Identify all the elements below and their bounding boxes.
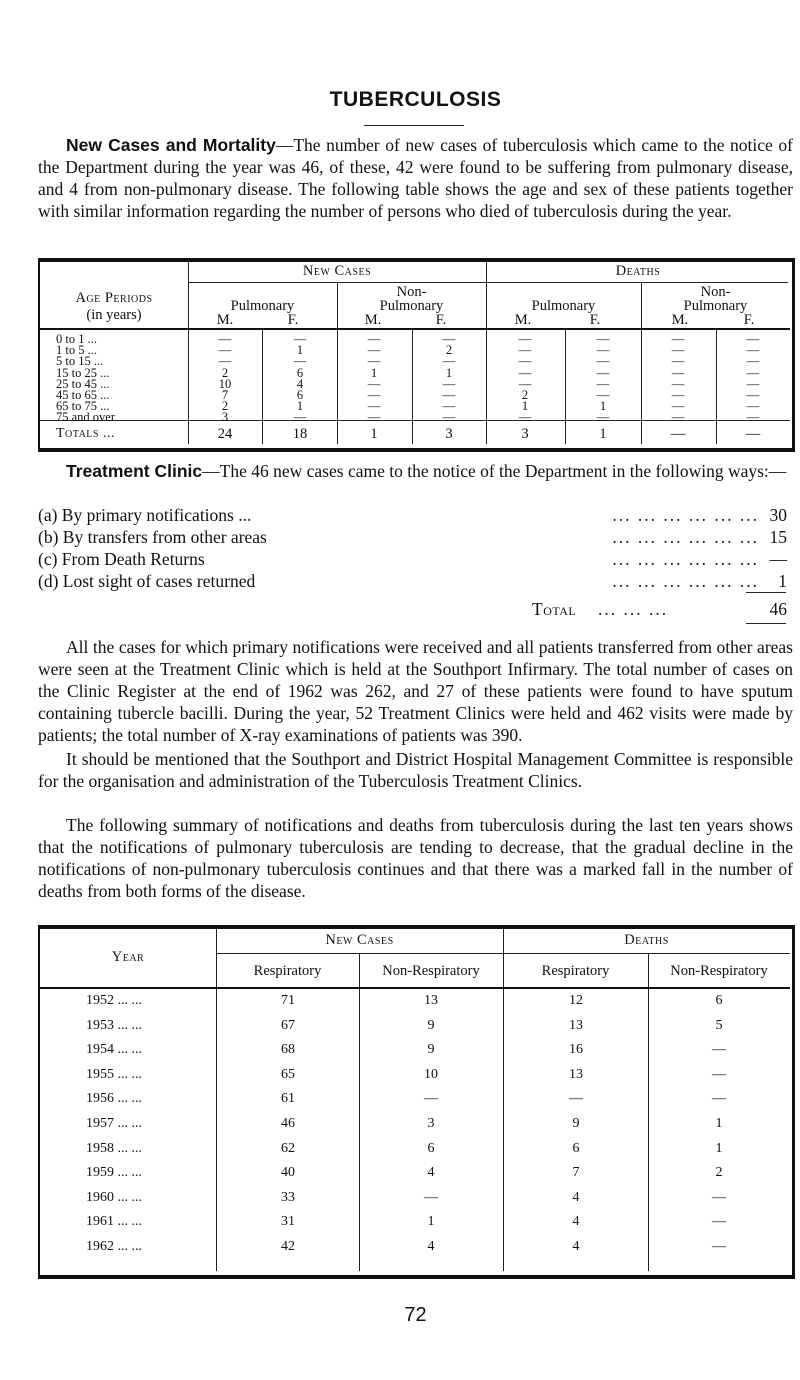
clinic-paragraph: All the cases for which primary notifications were received and all patients transferred from other areas were seen at the Treatment Clinic which is held at the Southport Infirmary. The total number of cases on the Clinic Register at the end of 1962 was 262, and 27 of these patients were found to have sputum containing tubercle bacilli. During the year, 52 Treatment Clinics were held and 462 visits were made by patients; the total number of X-ray examinations of patients was 390. <box>38 637 793 745</box>
title-underline <box>364 125 464 126</box>
header-f: F. <box>287 312 299 328</box>
table-cell: 4 <box>572 1214 580 1230</box>
age-period: 15 to 25 ... <box>56 365 110 380</box>
year-cell: 1959 ... ... <box>86 1165 142 1181</box>
table-cell: — <box>596 332 610 346</box>
treatment-paragraph <box>38 460 793 482</box>
header-deaths-pulmonary: Pulmonary <box>531 298 596 314</box>
year-cell: 1956 ... ... <box>86 1091 142 1107</box>
table-cell: 4 <box>572 1239 580 1254</box>
table-cell: — <box>442 399 456 414</box>
table-cell: 6 <box>572 1140 580 1156</box>
table-cell: 2 <box>221 365 229 380</box>
totals-label: Totals ... <box>56 426 115 441</box>
table-cell: — <box>746 410 760 425</box>
page-title: TUBERCULOSIS <box>329 88 502 111</box>
table-cell: — <box>596 365 610 380</box>
header-f: F. <box>743 312 755 328</box>
table-cell: 1 <box>599 399 607 414</box>
table-cell: — <box>746 399 760 414</box>
year-cell: 1957 ... ... <box>86 1116 142 1131</box>
table-cell: 6 <box>427 1140 435 1156</box>
header-deaths-non: Non- <box>700 284 731 300</box>
table-cell: 1 <box>370 365 378 380</box>
table-cell: — <box>293 332 307 346</box>
table-cell: — <box>367 343 381 358</box>
table-cell: 10 <box>424 1066 438 1082</box>
table-cell: 3 <box>427 1116 435 1131</box>
table-cell: — <box>712 1066 726 1082</box>
table-cell: 2 <box>715 1165 723 1181</box>
table-cell: — <box>367 399 381 414</box>
totals-cell: 3 <box>445 426 453 442</box>
table-cell: 6 <box>715 993 723 1008</box>
treatment-item-label: (b) By transfers from other areas <box>38 527 267 547</box>
table-cell: — <box>367 410 381 425</box>
age-period: 45 to 65 ... <box>56 388 110 402</box>
table-cell: — <box>367 376 381 391</box>
age-period: 75 and over <box>56 410 116 425</box>
table-cell: 9 <box>427 1042 435 1058</box>
table-cell: 16 <box>569 1042 583 1058</box>
age-sex-table <box>38 258 795 452</box>
totals-cell: — <box>745 426 761 442</box>
age-period: 25 to 45 ... <box>56 376 110 391</box>
totals-cell: 3 <box>521 426 529 442</box>
table-cell: — <box>746 376 760 391</box>
header-deaths-non-pulmonary: Pulmonary <box>683 298 748 314</box>
table-cell: 12 <box>569 993 583 1008</box>
year-cell: 1961 ... ... <box>86 1214 142 1230</box>
table-cell: 2 <box>521 388 529 402</box>
table-cell: 33 <box>281 1189 295 1205</box>
table-cell: 71 <box>281 993 295 1008</box>
treatment-item-value: — <box>769 549 787 569</box>
table-cell: — <box>518 332 532 346</box>
table-cell: — <box>596 343 610 358</box>
table-cell: — <box>218 343 232 358</box>
treatment-item: (c) From Death Returns ... ... ... ... ... ... — <box>38 549 787 569</box>
treatment-item-label: (c) From Death Returns <box>38 549 205 569</box>
table-cell: — <box>746 388 760 402</box>
year-cell: 1960 ... ... <box>86 1189 142 1205</box>
intro-text: —The number of new cases of tuberculosis which came to the notice of the Department during the year was 46, of these, 42 were found to be suffering from pulmonary disease, and 4 from non-pulmonary disease. The following table shows the age and sex of these patients together with similar information regarding the number of persons who died of tuberculosis during the year. <box>38 135 793 221</box>
totals-cell: 18 <box>292 426 308 442</box>
table-cell: — <box>442 376 456 391</box>
t2-header-year: Year <box>111 949 145 965</box>
table-cell: — <box>218 354 232 369</box>
table-cell: — <box>442 410 456 425</box>
table-cell: 46 <box>281 1116 295 1131</box>
table-cell: — <box>518 343 532 358</box>
t2-header-new-cases: New Cases <box>325 932 394 948</box>
table-cell: — <box>712 1042 726 1058</box>
table-cell: — <box>293 410 307 425</box>
table-cell: 7 <box>221 388 229 402</box>
table-cell: 1 <box>296 343 304 358</box>
table-cell: 4 <box>427 1165 435 1181</box>
table-cell: — <box>671 388 685 402</box>
table-cell: — <box>367 388 381 402</box>
treatment-text: —The 46 new cases came to the notice of the Department in the following ways:— <box>202 461 787 481</box>
table-cell: 4 <box>296 376 304 391</box>
table-cell: 40 <box>281 1165 295 1181</box>
table-cell: — <box>746 365 760 380</box>
header-age-periods: Age Periods <box>75 290 153 306</box>
treatment-item-value: 1 <box>778 571 787 591</box>
table-cell: — <box>596 354 610 369</box>
table-cell: 13 <box>424 993 438 1008</box>
header-f: F. <box>589 312 601 328</box>
treatment-item-label: (d) Lost sight of cases returned <box>38 571 256 591</box>
table-cell: 31 <box>281 1214 295 1230</box>
summary-paragraph: The following summary of notifications and deaths from tuberculosis during the last ten years shows that the notifications of pulmonary tuberculosis are tending to decrease, that the gradual decline in the notifications of non-pulmonary tuberculosis continues and that there was a marked fall in the number of deaths from both forms of the disease. <box>38 815 793 901</box>
table-cell: — <box>218 332 232 346</box>
page-number: 72 <box>404 1304 427 1326</box>
header-m: M. <box>364 312 382 328</box>
table-cell: 4 <box>427 1239 435 1254</box>
table-cell: — <box>518 365 532 380</box>
treatment-item: (d) Lost sight of cases returned ... ... ... ... ... ... 1 <box>38 571 787 591</box>
age-period: 0 to 1 ... <box>56 332 97 346</box>
table-cell: — <box>518 410 532 425</box>
t2-header-non-respiratory: Non-Respiratory <box>670 963 768 979</box>
table-cell: — <box>746 354 760 369</box>
table-cell: — <box>596 376 610 391</box>
table-cell: 7 <box>572 1165 580 1181</box>
table-cell: 4 <box>572 1189 580 1205</box>
table-cell: — <box>671 399 685 414</box>
header-deaths: Deaths <box>615 263 661 279</box>
table-cell: — <box>671 354 685 369</box>
treatment-item: (b) By transfers from other areas ... ... ... ... ... ... 15 <box>38 527 787 547</box>
table-cell: — <box>746 343 760 358</box>
header-m: M. <box>216 312 234 328</box>
table-cell: — <box>424 1189 438 1205</box>
table-cell: — <box>712 1189 726 1205</box>
year-cell: 1954 ... ... <box>86 1042 142 1058</box>
table-cell: 6 <box>296 365 304 380</box>
header-m: M. <box>671 312 689 328</box>
table-cell: — <box>712 1239 726 1254</box>
t2-header-respiratory: Respiratory <box>541 963 610 979</box>
table-cell: 13 <box>569 1017 583 1033</box>
table-cell: — <box>367 332 381 346</box>
table-cell: — <box>518 376 532 391</box>
table-cell: — <box>671 343 685 358</box>
intro-lead: New Cases and Mortality <box>66 135 276 155</box>
t2-header-deaths: Deaths <box>624 932 669 948</box>
table-cell: 6 <box>296 388 304 402</box>
header-new-non-pulmonary: Pulmonary <box>379 298 444 314</box>
table-cell: 5 <box>715 1017 723 1033</box>
table-cell: — <box>442 332 456 346</box>
table-cell: — <box>671 410 685 425</box>
table-cell: 9 <box>572 1116 580 1131</box>
treatment-total-label: Total <box>532 599 577 619</box>
age-period: 1 to 5 ... <box>56 343 97 358</box>
header-f: F. <box>435 312 447 328</box>
table-cell: — <box>442 388 456 402</box>
header-new-pulmonary: Pulmonary <box>230 298 295 314</box>
intro-paragraph <box>38 134 793 222</box>
table-cell: 13 <box>569 1066 583 1082</box>
table-cell: 65 <box>281 1066 295 1082</box>
table-cell: — <box>596 388 610 402</box>
table-cell: — <box>712 1214 726 1230</box>
table-cell: — <box>569 1091 583 1107</box>
table-cell: — <box>671 376 685 391</box>
table-cell: — <box>712 1091 726 1107</box>
totals-cell: 1 <box>370 426 378 442</box>
table-cell: 1 <box>445 365 453 380</box>
table-cell: 1 <box>427 1214 435 1230</box>
t2-header-non-respiratory: Non-Respiratory <box>382 963 480 979</box>
table-cell: 68 <box>281 1042 295 1058</box>
header-age-unit: (in years) <box>86 307 142 323</box>
table-cell: 10 <box>218 376 232 391</box>
year-cell: 1955 ... ... <box>86 1066 142 1082</box>
table-cell: 2 <box>445 343 453 358</box>
table-cell: — <box>596 410 610 425</box>
table-cell: — <box>671 332 685 346</box>
totals-cell: 24 <box>217 426 233 442</box>
table-cell: — <box>746 332 760 346</box>
table-cell: 62 <box>281 1140 295 1156</box>
table-cell: 9 <box>427 1017 435 1033</box>
table-cell: — <box>442 354 456 369</box>
treatment-total-value: 46 <box>769 599 787 619</box>
year-cell: 1952 ... ... <box>86 993 142 1008</box>
table-cell: — <box>367 354 381 369</box>
treatment-item-value: 30 <box>769 505 787 525</box>
totals-cell: 1 <box>599 426 607 442</box>
treatment-lead: Treatment Clinic <box>66 461 203 481</box>
table-cell: 1 <box>715 1140 723 1156</box>
totals-cell: — <box>670 426 686 442</box>
year-cell: 1953 ... ... <box>86 1017 142 1033</box>
table-cell: — <box>671 365 685 380</box>
age-period: 5 to 15 ... <box>56 354 104 369</box>
header-m: M. <box>514 312 532 328</box>
header-new-cases: New Cases <box>302 263 372 279</box>
year-cell: 1958 ... ... <box>86 1140 142 1156</box>
header-new-non: Non- <box>396 284 427 300</box>
treatment-item-value: 15 <box>769 527 787 547</box>
age-period: 65 to 75 ... <box>56 399 110 414</box>
t2-header-respiratory: Respiratory <box>253 963 322 979</box>
treatment-item-label: (a) By primary notifications ... <box>38 505 252 525</box>
ten-year-summary-table <box>38 925 795 1279</box>
table-cell: 42 <box>281 1239 295 1254</box>
table-cell: 1 <box>521 399 529 414</box>
table-cell: 67 <box>281 1017 295 1033</box>
table-cell: — <box>424 1091 438 1107</box>
table-cell: — <box>518 354 532 369</box>
table-cell: 2 <box>221 399 229 414</box>
table-cell: — <box>293 354 307 369</box>
table-cell: 61 <box>281 1091 295 1107</box>
table-cell: 3 <box>221 410 229 425</box>
committee-paragraph: It should be mentioned that the Southport and District Hospital Management Committee is responsible for the organisation and administration of the Tuberculosis Treatment Clinics. <box>38 749 793 791</box>
treatment-item: (a) By primary notifications ... ... ... ... ... ... ... 30 <box>38 505 787 525</box>
table-cell: 1 <box>296 399 304 414</box>
year-cell: 1962 ... ... <box>86 1239 142 1254</box>
table-cell: 1 <box>715 1116 723 1131</box>
